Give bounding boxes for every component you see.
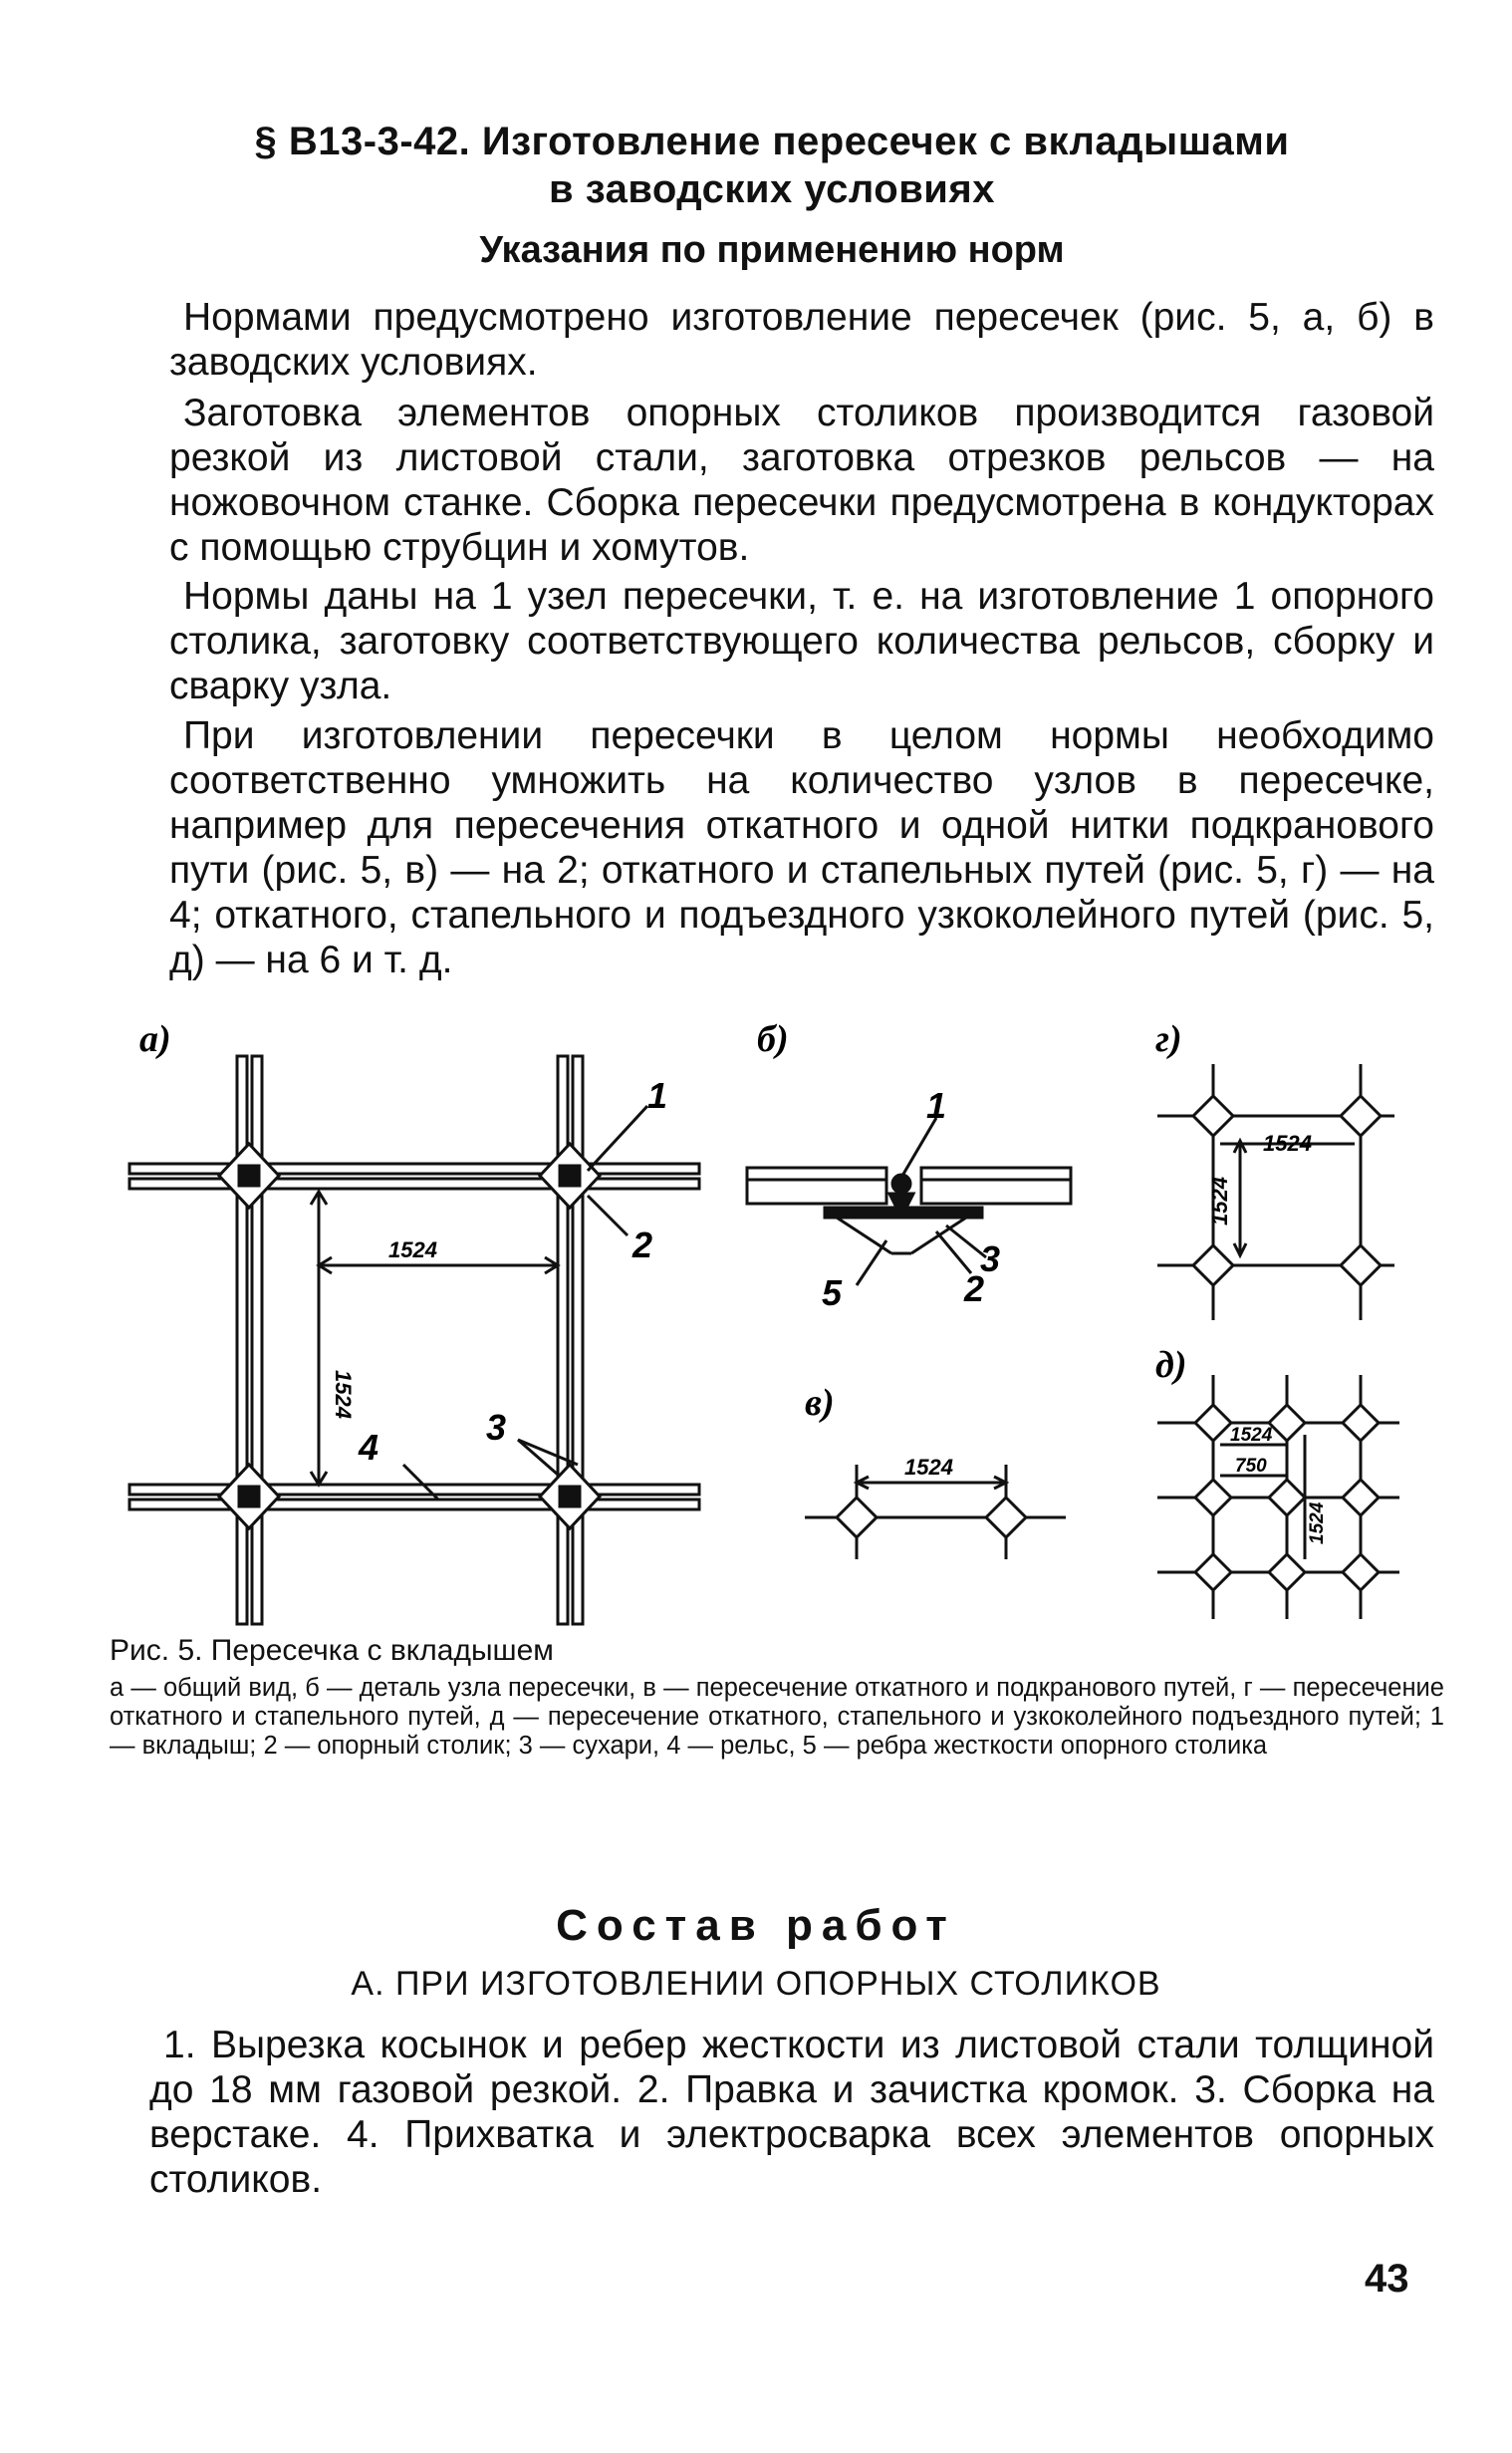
fig-label-v: в) bbox=[805, 1382, 835, 1424]
paragraph-4: При изготовлении пересечки в целом нормы необходимо соответственно умножить на количество узлов в пересечке, например для пересечения откатного и одной нитки подкранового пути (рис. 5, в) — на 2; откатного и стапельных путей (рис. 5, г) — на 4; откатного, стапельного и подъездного узкоколейного путей (рис. 5, д) — на 6 и т. д. bbox=[169, 714, 1434, 981]
dim-a-vertical: 1524 bbox=[331, 1370, 356, 1419]
callout-b-1: 1 bbox=[926, 1085, 947, 1126]
figure-caption-title: Рис. 5. Пересечка с вкладышем bbox=[110, 1634, 554, 1667]
fig-label-g: г) bbox=[1155, 1018, 1182, 1060]
paragraph-2: Заготовка элементов опорных столиков производится газовой резкой из листовой стали, заготовка отрезков рельсов — на ножовочном станке. Сборка пересечки предусмотрена в кондукторах с помощью струбцин и хомутов. bbox=[169, 392, 1434, 569]
callout-a-2: 2 bbox=[632, 1225, 653, 1265]
dim-a-horizontal: 1524 bbox=[388, 1237, 437, 1262]
callout-b-3: 3 bbox=[980, 1238, 1001, 1279]
works-subheading: А. ПРИ ИЗГОТОВЛЕНИИ ОПОРНЫХ СТОЛИКОВ bbox=[351, 1965, 1161, 2003]
fig-label-d: д) bbox=[1155, 1344, 1187, 1386]
dim-v: 1524 bbox=[904, 1455, 953, 1480]
fig-label-b: б) bbox=[757, 1018, 789, 1060]
figure-5 bbox=[0, 986, 1512, 1634]
callout-a-4: 4 bbox=[359, 1427, 379, 1468]
dim-d-vertical: 1524 bbox=[1307, 1501, 1328, 1544]
dim-g-horizontal: 1524 bbox=[1263, 1131, 1312, 1156]
callout-a-3: 3 bbox=[486, 1407, 507, 1448]
section-title-line1: § В13-3-42. Изготовление пересечек с вкладышами bbox=[254, 120, 1290, 163]
works-heading: Состав работ bbox=[556, 1901, 956, 1950]
figure-caption-legend: а — общий вид, б — деталь узла пересечки, в — пересечение откатного и подкранового путей, г — пересечение откатного и стапельного путей, д — пересечение откатного, стапельного и узкоколейного подъездного путей; 1 — вкладыш; 2 — опорный столик; 3 — сухари, 4 — рельс, 5 — ребра жесткости опорного столика bbox=[110, 1674, 1444, 1760]
dim-d-750: 750 bbox=[1235, 1456, 1267, 1477]
fig-a-general-view bbox=[129, 1056, 699, 1624]
paragraph-3: Нормы даны на 1 узел пересечки, т. е. на изготовление 1 опорного столика, заготовку соответствующего количества рельсов, сборку и сварку узла. bbox=[169, 575, 1434, 707]
fig-d-crossing bbox=[1157, 1375, 1399, 1619]
fig-g-crossing bbox=[1157, 1064, 1394, 1320]
section-title-line2: в заводских условиях bbox=[549, 167, 995, 211]
callout-b-2: 2 bbox=[964, 1268, 985, 1309]
dim-d-1524: 1524 bbox=[1230, 1425, 1273, 1446]
dim-g-vertical: 1524 bbox=[1207, 1177, 1232, 1226]
callout-b-5: 5 bbox=[822, 1272, 843, 1313]
works-paragraph: 1. Вырезка косынок и ребер жесткости из листовой стали толщиной до 18 мм газовой резкой. 2. Правка и зачистка кромок. 3. Сборка на верстаке. 4. Прихватка и электросварка всех элементов опорных столиков. bbox=[149, 2024, 1434, 2201]
fig-b-node-detail bbox=[747, 1118, 1071, 1285]
section-subtitle: Указания по применению норм bbox=[479, 229, 1065, 271]
fig-label-a: а) bbox=[139, 1018, 171, 1060]
callout-a-1: 1 bbox=[647, 1075, 668, 1116]
paragraph-1: Нормами предусмотрено изготовление пересечек (рис. 5, а, б) в заводских условиях. bbox=[169, 296, 1434, 384]
page-number: 43 bbox=[1365, 2257, 1409, 2301]
